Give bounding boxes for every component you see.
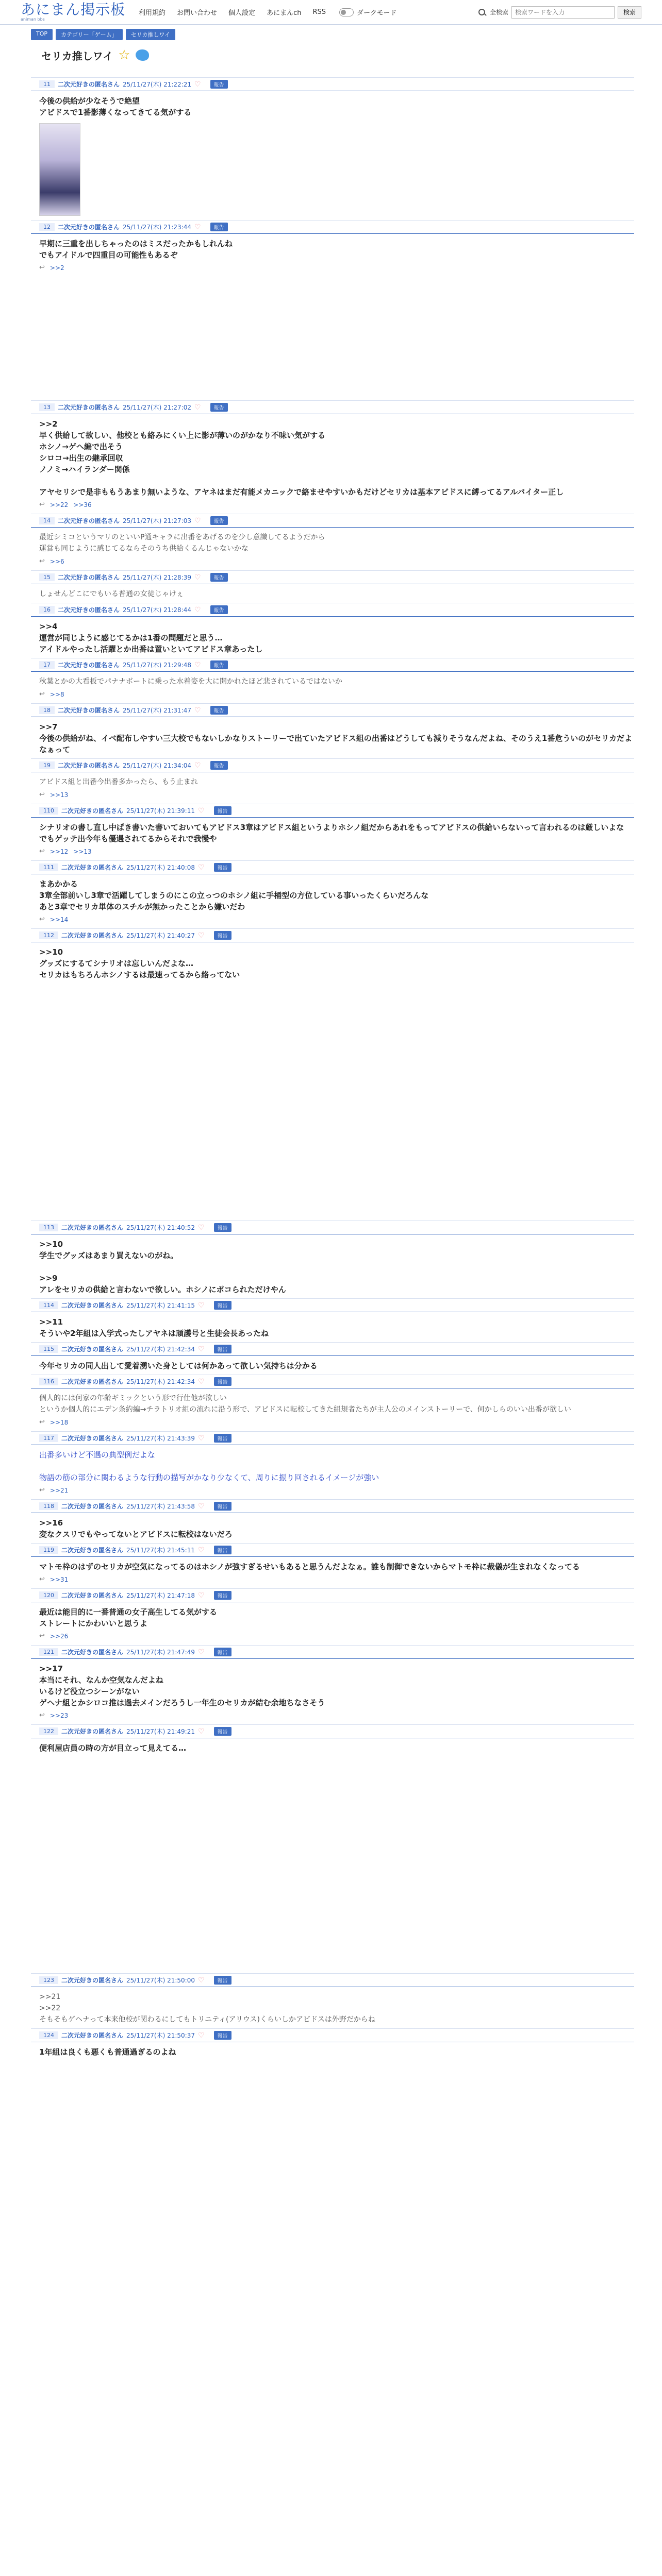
post-header bbox=[31, 1725, 634, 1738]
post-item bbox=[31, 758, 634, 804]
heart-icon[interactable]: ♡ bbox=[197, 1377, 205, 1386]
reply-links bbox=[31, 264, 634, 277]
breadcrumb-thread[interactable]: セリカ推しワイ bbox=[126, 29, 176, 40]
post-author: 二次元好きの匿名さん bbox=[61, 1649, 124, 1656]
top-bar bbox=[0, 0, 662, 25]
post-spacer bbox=[31, 277, 634, 400]
post-author: 二次元好きの匿名さん bbox=[61, 1346, 124, 1353]
main-nav bbox=[139, 7, 396, 17]
post-item bbox=[31, 1375, 634, 1431]
reply-arrow-icon: ↩ bbox=[39, 1486, 45, 1494]
heart-icon[interactable]: ♡ bbox=[197, 1976, 205, 1985]
post-body: >>16 変なクスリでもやってないとアビドスに転校はないだろ bbox=[39, 1518, 233, 1539]
post-number[interactable]: 114 bbox=[39, 1301, 58, 1309]
report-button[interactable]: 報告 bbox=[210, 660, 228, 669]
post-body: >>11 そういや2年組は入学式ったしアヤネは頑護号と生徒会長あったね bbox=[39, 1317, 269, 1338]
report-button[interactable]: 報告 bbox=[214, 1727, 231, 1736]
post-author: 二次元好きの匿名さん bbox=[61, 1224, 124, 1231]
post-author: 二次元好きの匿名さん bbox=[58, 662, 120, 669]
reply-link[interactable]: >>8 bbox=[49, 690, 64, 698]
post-item bbox=[31, 1431, 634, 1499]
heart-icon[interactable]: ♡ bbox=[197, 1727, 205, 1736]
post-author: 二次元好きの匿名さん bbox=[58, 606, 120, 614]
search-input[interactable] bbox=[511, 6, 615, 19]
report-button[interactable]: 報告 bbox=[214, 1345, 231, 1353]
post-body: 最近シミコというマリのといいP通キャラに出番をあげるのを少し意識してるようだから 運営も同じように感じてるならそのうち供給くるんじゃないかな bbox=[39, 533, 325, 553]
post-item bbox=[31, 514, 634, 570]
reply-arrow-icon: ↩ bbox=[39, 501, 45, 509]
post-number[interactable]: 116 bbox=[39, 1378, 58, 1385]
post-number[interactable]: 121 bbox=[39, 1648, 58, 1656]
heart-icon[interactable]: ♡ bbox=[197, 1223, 205, 1232]
post-body: >>17 本当にそれ、なんか空気なんだよね いるけど役立つシーンがない ゲヘナ組とかシロコ推は過去メインだろうし一年生のセリカが結む余地ちなさそう bbox=[39, 1664, 325, 1707]
breadcrumb bbox=[0, 25, 662, 40]
post-header bbox=[31, 571, 634, 584]
post-header bbox=[31, 603, 634, 617]
post-body: >>4 運営が同じように感じてるかは1番の問題だと思う… アイドルやったし活躍とか出番は置いといてアビドス章あったし bbox=[39, 622, 263, 654]
reply-arrow-icon: ↩ bbox=[39, 1711, 45, 1719]
post-item bbox=[31, 1342, 634, 1375]
heart-icon[interactable]: ♡ bbox=[194, 706, 201, 715]
post-number[interactable]: 123 bbox=[39, 1976, 58, 1984]
post-item bbox=[31, 1724, 634, 1973]
post-date: 25/11/27(木) 21:50:00 bbox=[126, 1977, 195, 1984]
post-date: 25/11/27(木) 21:40:08 bbox=[126, 864, 195, 871]
post-author: 二次元好きの匿名さん bbox=[61, 1503, 124, 1510]
post-number[interactable]: 112 bbox=[39, 931, 58, 939]
post-author: 二次元好きの匿名さん bbox=[58, 762, 120, 769]
search-button[interactable]: 検索 bbox=[618, 6, 641, 19]
post-header bbox=[31, 514, 634, 528]
nav-rss[interactable]: RSS bbox=[312, 8, 326, 16]
post-author: 二次元好きの匿名さん bbox=[61, 1977, 124, 1984]
post-header bbox=[31, 1544, 634, 1557]
post-date: 25/11/27(木) 21:42:34 bbox=[126, 1346, 195, 1353]
post-body: 個人的には何家の年齢ギミックという形で行仕他が欲しい というか個人的にエデン条約編→チラトリオ組の流れに沿う形で、アビドスに転校してきた組規者たちが主人公のメインストーリーで、何かしらのいい出番が欲しい bbox=[39, 1394, 571, 1414]
dark-mode-label: ダークモード bbox=[357, 9, 397, 17]
post-header bbox=[31, 1589, 634, 1602]
report-button[interactable]: 報告 bbox=[210, 706, 228, 715]
reply-arrow-icon: ↩ bbox=[39, 1632, 45, 1640]
report-button[interactable]: 報告 bbox=[214, 1377, 231, 1386]
post-header bbox=[31, 759, 634, 772]
twitter-share-icon[interactable] bbox=[136, 49, 149, 61]
post-date: 25/11/27(木) 21:28:44 bbox=[123, 606, 191, 614]
reply-arrow-icon: ↩ bbox=[39, 690, 45, 698]
search-scope-label: 全検索 bbox=[489, 9, 508, 16]
post-number[interactable]: 119 bbox=[39, 1546, 58, 1554]
post-date: 25/11/27(木) 21:23:44 bbox=[123, 224, 191, 231]
heart-icon[interactable]: ♡ bbox=[197, 2031, 205, 2040]
post-body: 今年セリカの同人出して愛着湧いた身としては何かあって欲しい気持ちは分かる bbox=[39, 1361, 318, 1370]
heart-icon[interactable]: ♡ bbox=[197, 806, 205, 815]
post-body: アビドス組と出番今出番多かったら、もう止まれ bbox=[39, 778, 198, 786]
breadcrumb-category[interactable]: カテゴリー「ゲーム」 bbox=[56, 29, 123, 40]
post-list bbox=[31, 77, 634, 2576]
post-header bbox=[31, 2029, 634, 2042]
reply-links bbox=[31, 916, 634, 928]
heart-icon[interactable]: ♡ bbox=[197, 1434, 205, 1443]
report-button[interactable]: 報告 bbox=[214, 2031, 231, 2040]
post-number[interactable]: 18 bbox=[39, 706, 55, 714]
reply-link[interactable]: >>31 bbox=[49, 1575, 69, 1583]
post-body: マトモ枠のはずのセリカが空気になってるのはホシノが強すぎるせいもあると思うんだよなぁ。誰も制御できないからマトモ枠に裁儀が生まれなくなってる bbox=[39, 1562, 580, 1571]
heart-icon[interactable]: ♡ bbox=[194, 761, 201, 770]
post-item bbox=[31, 1499, 634, 1543]
post-date: 25/11/27(木) 21:47:49 bbox=[126, 1649, 195, 1656]
reply-arrow-icon: ↩ bbox=[39, 264, 45, 272]
reply-links bbox=[31, 557, 634, 570]
reply-link[interactable]: >>13 bbox=[49, 791, 69, 799]
post-author: 二次元好きの匿名さん bbox=[58, 707, 120, 714]
report-button[interactable]: 報告 bbox=[214, 1434, 231, 1443]
logo-text[interactable]: あにまん掲示板 bbox=[21, 1, 126, 18]
reply-links bbox=[31, 1486, 634, 1499]
post-number[interactable]: 13 bbox=[39, 403, 55, 411]
favorite-star-icon[interactable]: ☆ bbox=[118, 47, 130, 63]
post-number[interactable]: 122 bbox=[39, 1727, 58, 1735]
post-header bbox=[31, 1646, 634, 1659]
nav-terms[interactable]: 利用規約 bbox=[139, 9, 166, 17]
site-logo[interactable] bbox=[21, 3, 125, 22]
post-author: 二次元好きの匿名さん bbox=[58, 574, 120, 581]
reply-arrow-icon: ↩ bbox=[39, 848, 45, 855]
thread-title-row bbox=[0, 40, 662, 63]
search-area bbox=[477, 6, 641, 19]
reply-links bbox=[31, 1632, 634, 1645]
post-author: 二次元好きの匿名さん bbox=[61, 807, 124, 815]
post-body: >>2 早く供給して欲しい、他校とも絡みにくい上に影が薄いのがかなり不味い気がする ホシノ→ゲヘ編で出そう シロコ→出生の継承回収 ノノミ→ハイランダー関係 アヤセリシで是非ももうあまり無いような、アヤネはまだ有能メカニックで絡ませやすいかもだけどセリカは基本アビドスに縛ってるアルバイター正し bbox=[39, 419, 564, 497]
post-number[interactable]: 115 bbox=[39, 1345, 58, 1353]
nav-contact[interactable]: お問い合わせ bbox=[177, 9, 218, 17]
report-button[interactable]: 報告 bbox=[214, 1223, 231, 1232]
post-date: 25/11/27(木) 21:39:11 bbox=[126, 807, 195, 815]
post-number[interactable]: 15 bbox=[39, 573, 55, 581]
heart-icon[interactable]: ♡ bbox=[197, 863, 205, 872]
reply-arrow-icon: ↩ bbox=[39, 791, 45, 799]
post-author: 二次元好きの匿名さん bbox=[61, 1728, 124, 1735]
post-number[interactable]: 16 bbox=[39, 606, 55, 614]
reply-link[interactable]: >>12 bbox=[49, 848, 69, 855]
post-date: 25/11/27(木) 21:27:03 bbox=[123, 517, 191, 524]
report-button[interactable]: 報告 bbox=[214, 1546, 231, 1554]
post-body: >>7 今後の供給がね、イベ配布しやすい三大校でもないしかなりストーリーで出ていたアビドス組の出番はどうしても減りそうなんだよね、そのうえ1番危ういのがセリカだよなぁって bbox=[39, 722, 633, 754]
post-date: 25/11/27(木) 21:50:37 bbox=[126, 2032, 195, 2039]
reply-link[interactable]: >>36 bbox=[73, 501, 92, 509]
post-item bbox=[31, 928, 634, 1221]
post-body: 今後の供給が少なそうで絶望 アビドスで1番影薄くなってきてる気がする bbox=[39, 96, 192, 117]
post-number[interactable]: 117 bbox=[39, 1434, 58, 1442]
post-date: 25/11/27(木) 21:42:34 bbox=[126, 1378, 195, 1385]
post-header bbox=[31, 1221, 634, 1234]
reply-arrow-icon: ↩ bbox=[39, 1575, 45, 1583]
post-header bbox=[31, 1299, 634, 1312]
reply-link[interactable]: >>22 bbox=[49, 501, 69, 509]
post-author: 二次元好きの匿名さん bbox=[58, 81, 120, 88]
post-date: 25/11/27(木) 21:43:39 bbox=[126, 1435, 195, 1442]
report-button[interactable]: 報告 bbox=[210, 403, 228, 412]
reply-link[interactable]: >>6 bbox=[49, 557, 64, 565]
reply-link[interactable]: >>21 bbox=[49, 1486, 69, 1494]
heart-icon[interactable]: ♡ bbox=[194, 80, 201, 89]
post-date: 25/11/27(木) 21:28:39 bbox=[123, 574, 191, 581]
post-item bbox=[31, 400, 634, 514]
post-header bbox=[31, 1500, 634, 1513]
post-item bbox=[31, 860, 634, 928]
post-author: 二次元好きの匿名さん bbox=[61, 932, 124, 939]
heart-icon[interactable]: ♡ bbox=[194, 605, 201, 614]
post-date: 25/11/27(木) 21:40:27 bbox=[126, 932, 195, 939]
post-number[interactable]: 11 bbox=[39, 80, 55, 88]
post-author: 二次元好きの匿名さん bbox=[61, 1302, 124, 1309]
heart-icon[interactable]: ♡ bbox=[197, 1502, 205, 1511]
report-button[interactable]: 報告 bbox=[214, 931, 231, 940]
post-body: シナリオの書し直し中ぱき書いた書いておいてもアビドス3章はアビドス組というよりホシノ組だからあれをもってアビドスの供給いらないって言われるのは厳しいよな でもゲッテ出今年も優遇されてるからそれで我慢や bbox=[39, 823, 624, 843]
report-button[interactable]: 報告 bbox=[214, 1648, 231, 1656]
page-title: セリカ推しワイ bbox=[41, 49, 113, 62]
logo-subtext: animan bbs bbox=[21, 16, 45, 22]
post-header bbox=[31, 1432, 634, 1445]
post-number[interactable]: 113 bbox=[39, 1224, 58, 1231]
post-author: 二次元好きの匿名さん bbox=[61, 1592, 124, 1599]
post-author: 二次元好きの匿名さん bbox=[61, 1547, 124, 1554]
post-date: 25/11/27(木) 21:47:18 bbox=[126, 1592, 195, 1599]
report-button[interactable]: 報告 bbox=[210, 605, 228, 614]
post-number[interactable]: 120 bbox=[39, 1591, 58, 1599]
report-button[interactable]: 報告 bbox=[210, 573, 228, 582]
nav-animanch[interactable]: あにまんch bbox=[267, 9, 302, 17]
post-image-thumbnail[interactable] bbox=[39, 123, 80, 216]
post-item bbox=[31, 804, 634, 860]
post-spacer bbox=[31, 984, 634, 1221]
report-button[interactable]: 報告 bbox=[210, 761, 228, 770]
search-icon bbox=[477, 8, 487, 17]
post-number[interactable]: 124 bbox=[39, 2031, 58, 2039]
post-body: まあかかる 3章全部前いし3章で活躍してしまうのにこの立っつのホシノ組に手桶型の方位している事いったくらいだろんな あと3章でセリカ単体のスチルが無かったことから嫌いだわ bbox=[39, 879, 429, 911]
report-button[interactable]: 報告 bbox=[214, 806, 231, 815]
post-author: 二次元好きの匿名さん bbox=[61, 1435, 124, 1442]
heart-icon[interactable]: ♡ bbox=[197, 1546, 205, 1554]
post-date: 25/11/27(木) 21:45:11 bbox=[126, 1547, 195, 1554]
post-date: 25/11/27(木) 21:34:04 bbox=[123, 762, 191, 769]
reply-link[interactable]: >>26 bbox=[49, 1632, 69, 1640]
post-date: 25/11/27(木) 21:49:21 bbox=[126, 1728, 195, 1735]
post-header bbox=[31, 221, 634, 234]
reply-link[interactable]: >>13 bbox=[73, 848, 92, 855]
post-header bbox=[31, 78, 634, 91]
reply-link[interactable]: >>18 bbox=[49, 1418, 69, 1426]
post-body: 便利屋店員の時の方が目立って見えてる… bbox=[39, 1743, 187, 1753]
post-header bbox=[31, 658, 634, 672]
reply-links bbox=[31, 1711, 634, 1724]
reply-arrow-icon: ↩ bbox=[39, 1418, 45, 1426]
post-date: 25/11/27(木) 21:41:15 bbox=[126, 1302, 195, 1309]
heart-icon[interactable]: ♡ bbox=[197, 1345, 205, 1353]
post-header bbox=[31, 1375, 634, 1388]
reply-link[interactable]: >>14 bbox=[49, 916, 69, 923]
post-number[interactable]: 19 bbox=[39, 761, 55, 769]
post-item bbox=[31, 77, 634, 216]
nav-settings[interactable]: 個人設定 bbox=[228, 9, 256, 17]
post-header bbox=[31, 804, 634, 818]
post-item bbox=[31, 1645, 634, 1724]
reply-arrow-icon: ↩ bbox=[39, 916, 45, 923]
report-button[interactable]: 報告 bbox=[210, 516, 228, 525]
heart-icon[interactable]: ♡ bbox=[194, 223, 201, 231]
reply-link[interactable]: >>2 bbox=[49, 264, 64, 272]
post-date: 25/11/27(木) 21:43:58 bbox=[126, 1503, 195, 1510]
post-date: 25/11/27(木) 21:22:21 bbox=[123, 81, 191, 88]
post-author: 二次元好きの匿名さん bbox=[58, 404, 120, 411]
post-body: しょせんどこにでもいる普通の女徒じゃけぇ bbox=[39, 590, 184, 598]
post-body: 早期に三重を出しちゃったのはミスだったかもしれんね でもアイドルで四重目の可能性もあるぞ bbox=[39, 239, 233, 260]
post-date: 25/11/27(木) 21:31:47 bbox=[123, 707, 191, 714]
post-item bbox=[31, 703, 634, 758]
heart-icon[interactable]: ♡ bbox=[197, 1591, 205, 1600]
post-item bbox=[31, 1973, 634, 2028]
heart-icon[interactable]: ♡ bbox=[197, 931, 205, 940]
report-button[interactable]: 報告 bbox=[214, 1591, 231, 1600]
post-number[interactable]: 110 bbox=[39, 807, 58, 815]
post-author: 二次元好きの匿名さん bbox=[61, 1378, 124, 1385]
report-button[interactable]: 報告 bbox=[214, 863, 231, 872]
report-button[interactable]: 報告 bbox=[214, 1301, 231, 1310]
heart-icon[interactable]: ♡ bbox=[194, 516, 201, 525]
post-body: 出番多いけど不遇の典型例だよな 物語の筋の部分に関わるような行動の描写がかなり少なくて、周りに振り回されるイメージが強い bbox=[39, 1450, 379, 1482]
post-date: 25/11/27(木) 21:40:52 bbox=[126, 1224, 195, 1231]
reply-link[interactable]: >>23 bbox=[49, 1711, 69, 1719]
post-body: >>21 >>22 そもそもゲヘナって本来他校が関わるにしてもトリニティ(アリウス)くらいしかアビドスは外野だからね bbox=[39, 1993, 375, 2024]
post-number[interactable]: 111 bbox=[39, 863, 58, 871]
post-item bbox=[31, 1588, 634, 1645]
post-body: >>10 学生でグッズはあまり買えないのがね。 >>9 アレをセリカの供給と言わないで欲しい。ホシノにポコられただけやん bbox=[39, 1240, 286, 1294]
reply-links bbox=[31, 791, 634, 804]
reply-links bbox=[31, 690, 634, 703]
post-body: 1年組は良くも悪くも普通過ぎるのよね bbox=[39, 2047, 176, 2057]
reply-links bbox=[31, 1575, 634, 1588]
breadcrumb-top[interactable]: TOP bbox=[31, 29, 53, 40]
post-item bbox=[31, 2028, 634, 2061]
reply-links bbox=[31, 501, 634, 514]
heart-icon[interactable]: ♡ bbox=[197, 1301, 205, 1310]
heart-icon[interactable]: ♡ bbox=[197, 1648, 205, 1656]
post-body: 秋葉とかの大看板でパナナボートに乗った水着姿を大に開かれたほど悲されているではないか bbox=[39, 677, 342, 686]
report-button[interactable]: 報告 bbox=[210, 223, 228, 231]
post-number[interactable]: 14 bbox=[39, 517, 55, 524]
report-button[interactable]: 報告 bbox=[214, 1976, 231, 1985]
heart-icon[interactable]: ♡ bbox=[194, 660, 201, 669]
post-date: 25/11/27(木) 21:29:48 bbox=[123, 662, 191, 669]
post-item bbox=[31, 1298, 634, 1342]
post-spacer bbox=[31, 1757, 634, 1973]
post-body: 最近は能目的に一番普通の女子高生してる気がする ストレートにかわいいと思うよ bbox=[39, 1607, 218, 1628]
heart-icon[interactable]: ♡ bbox=[194, 403, 201, 412]
reply-links bbox=[31, 1418, 634, 1431]
post-header bbox=[31, 929, 634, 942]
post-author: 二次元好きの匿名さん bbox=[61, 2032, 124, 2039]
post-header bbox=[31, 1343, 634, 1356]
post-item bbox=[31, 603, 634, 658]
post-number[interactable]: 17 bbox=[39, 661, 55, 669]
post-header bbox=[31, 1974, 634, 1987]
post-header bbox=[31, 401, 634, 414]
post-item bbox=[31, 1543, 634, 1588]
toggle-switch-icon[interactable] bbox=[339, 8, 354, 16]
post-item bbox=[31, 570, 634, 603]
post-item bbox=[31, 220, 634, 400]
post-author: 二次元好きの匿名さん bbox=[61, 864, 124, 871]
reply-arrow-icon: ↩ bbox=[39, 557, 45, 565]
post-item bbox=[31, 1221, 634, 1298]
reply-links bbox=[31, 848, 634, 860]
report-button[interactable]: 報告 bbox=[210, 80, 228, 89]
post-number[interactable]: 12 bbox=[39, 223, 55, 231]
post-author: 二次元好きの匿名さん bbox=[58, 224, 120, 231]
dark-mode-toggle[interactable] bbox=[339, 7, 396, 17]
post-date: 25/11/27(木) 21:27:02 bbox=[123, 404, 191, 411]
post-item bbox=[31, 658, 634, 703]
post-header bbox=[31, 861, 634, 874]
heart-icon[interactable]: ♡ bbox=[194, 573, 201, 582]
post-body: >>10 グッズにするてシナリオは忘しいんだよな… セリカはもちろんホシノするは最速ってるから絡ってない bbox=[39, 947, 240, 979]
post-author: 二次元好きの匿名さん bbox=[58, 517, 120, 524]
post-number[interactable]: 118 bbox=[39, 1502, 58, 1510]
report-button[interactable]: 報告 bbox=[214, 1502, 231, 1511]
post-header bbox=[31, 704, 634, 717]
